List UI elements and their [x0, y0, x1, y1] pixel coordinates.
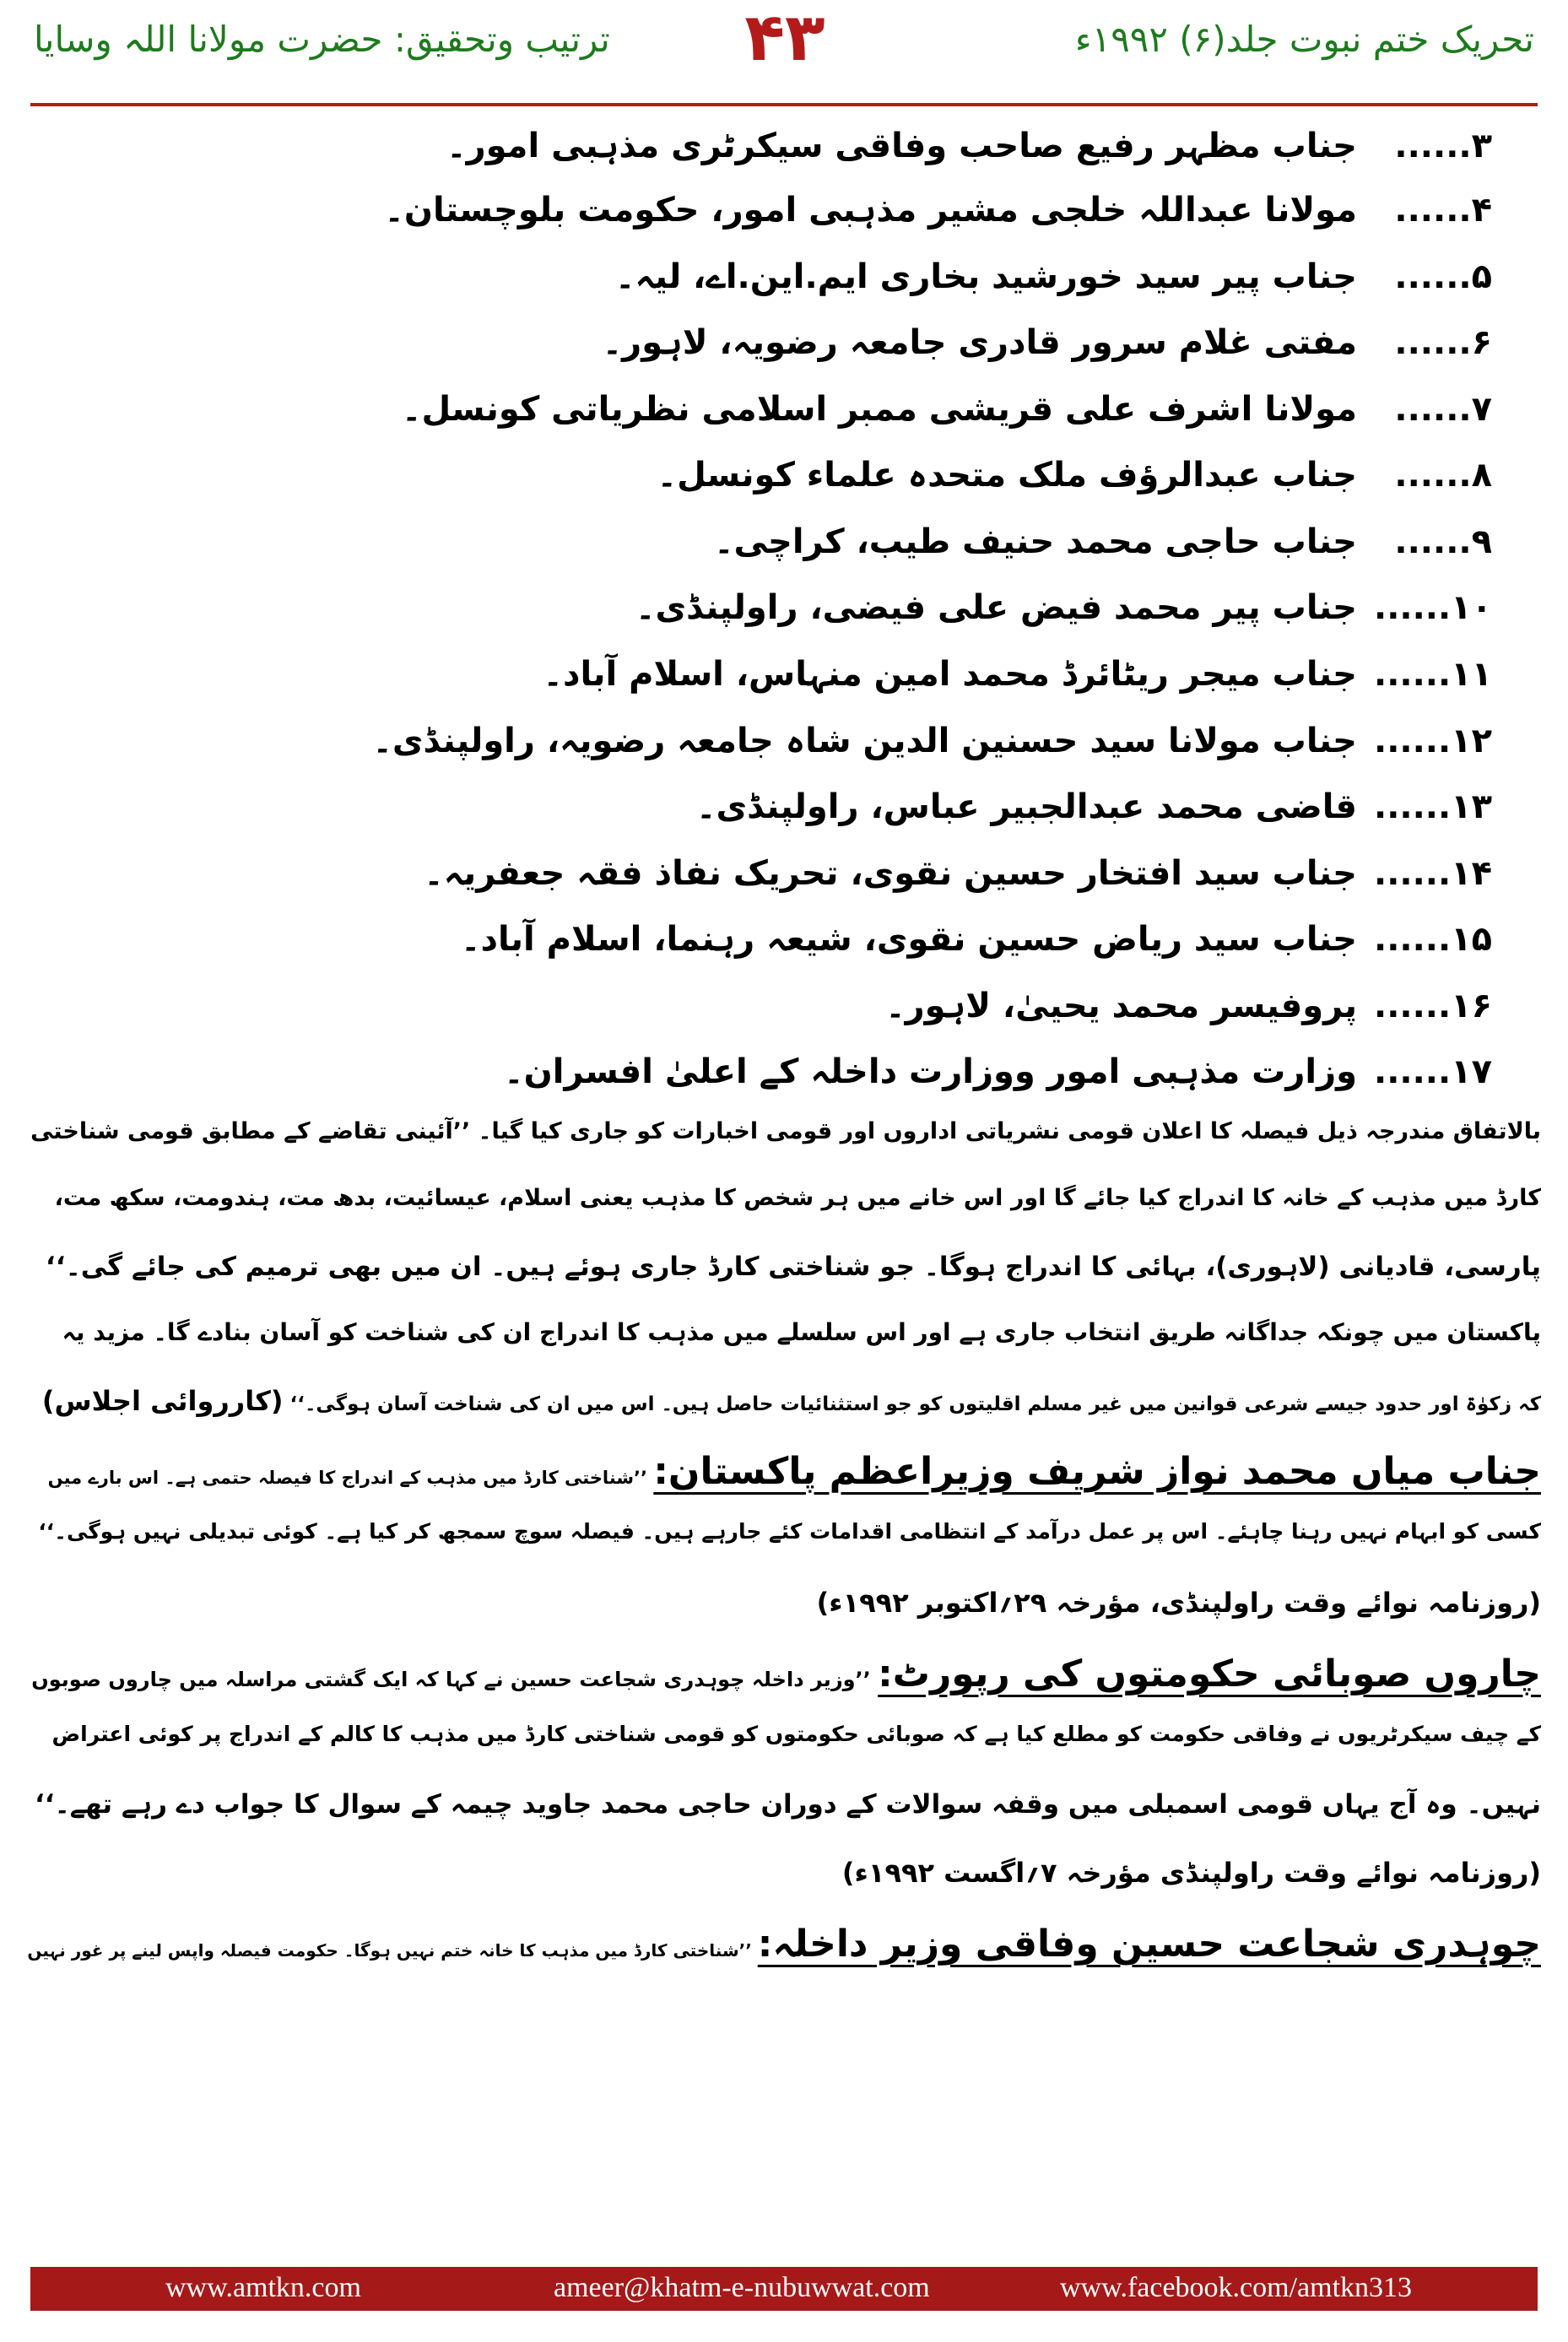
- paragraph-line: پارسی، قادیانی (لاہوری)، بہائی کا اندراج ہوگا۔ جو شناختی کارڈ جاری ہوئے ہیں۔ ان میں بھی ترمیم کی جائے گی۔‘‘: [46, 1252, 1541, 1282]
- source-reference: (روزنامہ نوائے وقت راولپنڈی مؤرخہ ۷؍اگست ۱۹۹۲ء): [841, 1857, 1541, 1889]
- book-title: تحریک ختم نبوت جلد(۶) ۱۹۹۲ء: [1074, 19, 1534, 60]
- list-item: ۱۳...... قاضی محمد عبدالجبیر عباس، راولپنڈی۔: [696, 787, 1492, 826]
- list-item: ۷...... مولانا اشرف علی قریشی ممبر اسلامی نظریاتی کونسل۔: [402, 390, 1492, 429]
- section-text: ’’وزیر داخلہ چوہدری شجاعت حسین نے کہا کہ ایک گشتی مراسلہ میں چاروں صوبوں: [31, 1668, 871, 1691]
- section-heading: چاروں صوبائی حکومتوں کی رپورٹ:: [878, 1652, 1541, 1696]
- compiler-credit: ترتیب وتحقیق: حضرت مولانا اللہ وسایا: [34, 19, 610, 60]
- source-reference: (روزنامہ نوائے وقت راولپنڈی، مؤرخہ ۲۹؍اکتوبر ۱۹۹۲ء): [816, 1587, 1541, 1619]
- list-item: ۱۵...... جناب سید ریاض حسین نقوی، شیعہ رہنما، اسلام آباد۔: [461, 920, 1492, 959]
- paragraph-text: کہ زکوٰۃ اور حدود جیسے شرعی قوانین میں غیر مسلم اقلیتوں کو جو استثنائیات حاصل ہیں۔ اس میں ان کی شناخت آسان ہوگی۔‘‘: [289, 1393, 1541, 1415]
- paragraph-line: کارڈ میں مذہب کے خانہ کا اندراج کیا جائے گا اور اس خانے میں ہر شخص کا مذہب یعنی اسلام، عیسائیت، بدھ مت، ہندومت، سکھ مت،: [54, 1185, 1541, 1211]
- paragraph-line: بالاتفاق مندرجہ ذیل فیصلہ کا اعلان قومی نشریاتی اداروں اور قومی اخبارات کو جاری کیا گیا۔ ’’آئینی تقاضے کے مطابق قومی شناختی: [30, 1118, 1541, 1144]
- list-item: ۹...... جناب حاجی محمد حنیف طیب، کراچی۔: [714, 522, 1492, 561]
- list-item: ۸...... جناب عبدالرؤف ملک متحدہ علماء کونسل۔: [657, 456, 1492, 495]
- section-line: [27, 1652, 1541, 1696]
- section-text: ’’شناختی کارڈ میں مذہب کے اندراج کا فیصلہ حتمی ہے۔ اس بارے میں: [47, 1468, 648, 1488]
- list-item: ۵...... جناب پیر سید خورشید بخاری ایم.این.اے، لیہ۔: [615, 257, 1492, 296]
- section-heading: چوہدری شجاعت حسین وفاقی وزیر داخلہ:: [757, 1923, 1541, 1966]
- list-item: ۱۱...... جناب میجر ریٹائرڈ محمد امین منہاس، اسلام آباد۔: [543, 655, 1492, 694]
- section-line: [27, 1923, 1541, 1966]
- list-item: ۱۲...... جناب مولانا سید حسنین الدین شاہ جامعہ رضویہ، راولپنڈی۔: [372, 722, 1492, 760]
- section-heading: جناب میاں محمد نواز شریف وزیراعظم پاکستان:: [653, 1450, 1541, 1493]
- paragraph-line: پاکستان میں چونکہ جداگانہ طریق انتخاب جاری ہے اور اس سلسلے میں مذہب کا اندراج ان کی شناخت کو آسان بنادے گا۔ مزید یہ: [62, 1318, 1541, 1346]
- section-line: نہیں۔ وہ آج یہاں قومی اسمبلی میں وقفہ سوالات کے دوران حاجی محمد جاوید چیمہ کے سوال کا جواب دے رہے تھے۔‘‘: [35, 1789, 1541, 1820]
- footer-bar: [30, 2267, 1538, 2311]
- email-link[interactable]: ameer@khatm-e-nubuwwat.com: [554, 2272, 930, 2303]
- website-link[interactable]: www.amtkn.com: [165, 2272, 361, 2303]
- section-line: کے چیف سیکرٹریوں نے وفاقی حکومت کو مطلع کیا ہے کہ صوبائی حکومتوں کو قومی شناختی کارڈ میں مذہب کا کالم کے اندراج پر کوئی اعتراض: [51, 1722, 1541, 1746]
- list-item: ۱۶...... پروفیسر محمد یحییٰ، لاہور۔: [885, 987, 1492, 1025]
- section-line: کسی کو ابہام نہیں رہنا چاہئے۔ اس پر عمل درآمد کے انتظامی اقدامات کئے جارہے ہیں۔ فیصلہ سوچ سمجھ کر کیا ہے۔ کوئی تبدیلی نہیں ہوگی۔‘‘: [38, 1519, 1541, 1544]
- section-line: [27, 1450, 1541, 1493]
- paragraph-line: [27, 1385, 1541, 1417]
- list-item: ۱۴...... جناب سید افتخار حسین نقوی، تحریک نفاذ فقہ جعفریہ۔: [424, 854, 1492, 893]
- source-reference: (کارروائی اجلاس): [41, 1385, 284, 1417]
- list-item: ۴...... مولانا عبداللہ خلجی مشیر مذہبی امور، حکومت بلوچستان۔: [384, 191, 1492, 230]
- header-divider: [30, 103, 1538, 106]
- section-text: ’’شناختی کارڈ میں مذہب کا خانہ ختم نہیں ہوگا۔ حکومت فیصلہ واپس لینے پر غور نہیں: [27, 1940, 752, 1961]
- list-item: ۱۷...... وزارت مذہبی امور ووزارت داخلہ کے اعلیٰ افسران۔: [504, 1052, 1492, 1091]
- list-item: ۱۰...... جناب پیر محمد فیض علی فیضی، راولپنڈی۔: [635, 588, 1492, 627]
- list-item: ۳...... جناب مظہر رفیع صاحب وفاقی سیکرٹری مذہبی امور۔: [446, 127, 1492, 165]
- list-item: ۶...... مفتی غلام سرور قادری جامعہ رضویہ، لاہور۔: [602, 323, 1492, 362]
- page-number: ۴۳: [744, 0, 825, 76]
- facebook-link[interactable]: www.facebook.com/amtkn313: [1060, 2272, 1413, 2303]
